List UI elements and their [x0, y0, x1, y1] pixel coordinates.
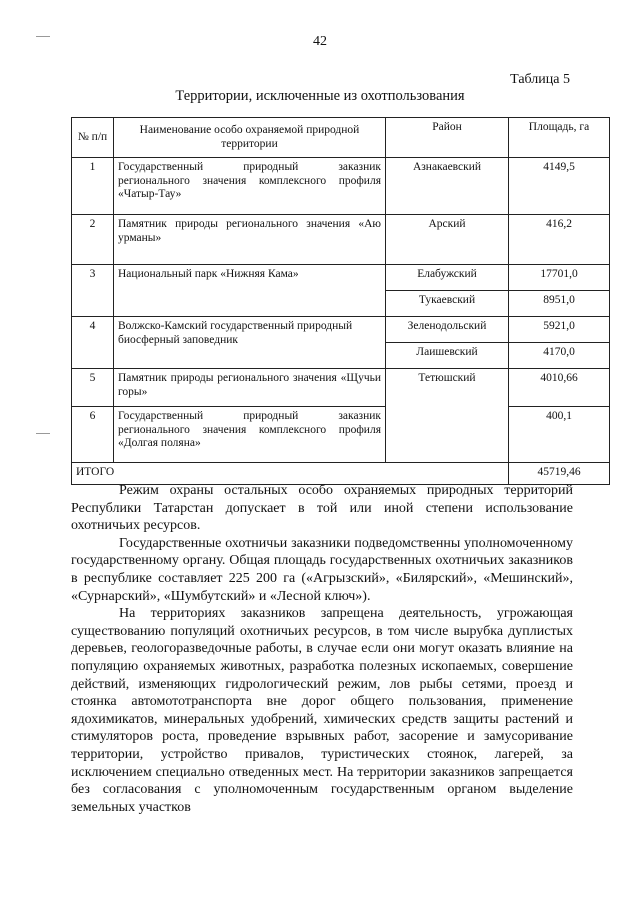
- total-label: ИТОГО: [72, 463, 509, 485]
- row-name: Памятник природы регионального значения «Щучьи горы»: [114, 369, 386, 407]
- header-area: Площадь, га: [509, 118, 610, 158]
- row-area: 416,2: [509, 215, 610, 265]
- page-number: 42: [313, 34, 327, 49]
- table-row: [72, 369, 610, 407]
- row-region: Азнакаевский: [386, 158, 509, 215]
- row-area: 400,1: [509, 407, 610, 463]
- table-row: [72, 407, 610, 463]
- row-num: 3: [72, 265, 114, 317]
- row-num: 5: [72, 369, 114, 407]
- row-name: Государственный природный заказник регионального значения комплексного профиля «Чатыр-Тау»: [114, 158, 386, 215]
- table-label: Таблица 5: [510, 72, 570, 87]
- body-text: [71, 482, 573, 816]
- row-area: 17701,0: [509, 265, 610, 291]
- row-num: 2: [72, 215, 114, 265]
- header-region: Район: [386, 118, 509, 158]
- row-area: 4149,5: [509, 158, 610, 215]
- row-area: 8951,0: [509, 291, 610, 317]
- row-region: Тукаевский: [386, 291, 509, 317]
- header-name: Наименование особо охраняемой природной территории: [114, 118, 386, 158]
- header-num: № п/п: [72, 118, 114, 158]
- row-region: Елабужский: [386, 265, 509, 291]
- paragraph: Государственные охотничьи заказники подведомственны уполномоченному государственному органу. Общая площадь государственных охотничьих заказников в республике составляет 225 200 га («Агрызский», «Билярский», «Мешинский», «Сурнарский», «Шумбутский» и «Лесной ключ»).: [71, 535, 573, 604]
- row-name: Памятник природы регионального значения «Аю урманы»: [114, 215, 386, 265]
- paragraph: На территориях заказников запрещена деятельность, угрожающая существованию популяций охотничьих ресурсов, в том числе вырубка дуплистых деревьев, геологоразведочные работы, в случае если они могут оказать влияние на популяцию охраняемых животных, разработка полезных ископаемых, совершение действий, изменяющих гидрологический режим, лов рыбы сетями, проезд и стоянка автомототранспорта вне дорог общего пользования, применение ядохимикатов, минеральных удобрений, химических средств защиты растений и стимуляторов роста, проведение взрывных работ, засорение и замусоривание территории, устройство привалов, туристических стоянок, лагерей, за исключением специально отведенных мест. На территории заказников запрещается без согласования с уполномоченным государственным органом выделение земельных участков: [71, 606, 573, 815]
- row-region: Арский: [386, 215, 509, 265]
- table-row: [72, 317, 610, 343]
- row-name: Национальный парк «Нижняя Кама»: [114, 265, 386, 317]
- row-area: 4010,66: [509, 369, 610, 407]
- paragraph: Режим охраны остальных особо охраняемых природных территорий Республики Татарстан допускает в той или иной степени использование охотничьих ресурсов.: [71, 483, 573, 534]
- table-header-row: [72, 118, 610, 158]
- row-num: 4: [72, 317, 114, 369]
- row-name: Государственный природный заказник регионального значения комплексного профиля «Долгая поляна»: [114, 407, 386, 463]
- row-region: Зеленодольский: [386, 317, 509, 343]
- row-num: 1: [72, 158, 114, 215]
- row-region: Тетюшский: [386, 369, 509, 463]
- row-region: Лаишевский: [386, 343, 509, 369]
- table-title: Территории, исключенные из охотпользования: [175, 88, 465, 104]
- table-row: [72, 215, 610, 265]
- row-num: 6: [72, 407, 114, 463]
- row-name: Волжско-Камский государственный природный биосферный заповедник: [114, 317, 386, 369]
- row-area: 4170,0: [509, 343, 610, 369]
- total-area: 45719,46: [509, 463, 610, 485]
- table-row: [72, 265, 610, 291]
- territories-table: [71, 117, 610, 485]
- table-row: [72, 158, 610, 215]
- scan-mark: [36, 433, 50, 434]
- row-area: 5921,0: [509, 317, 610, 343]
